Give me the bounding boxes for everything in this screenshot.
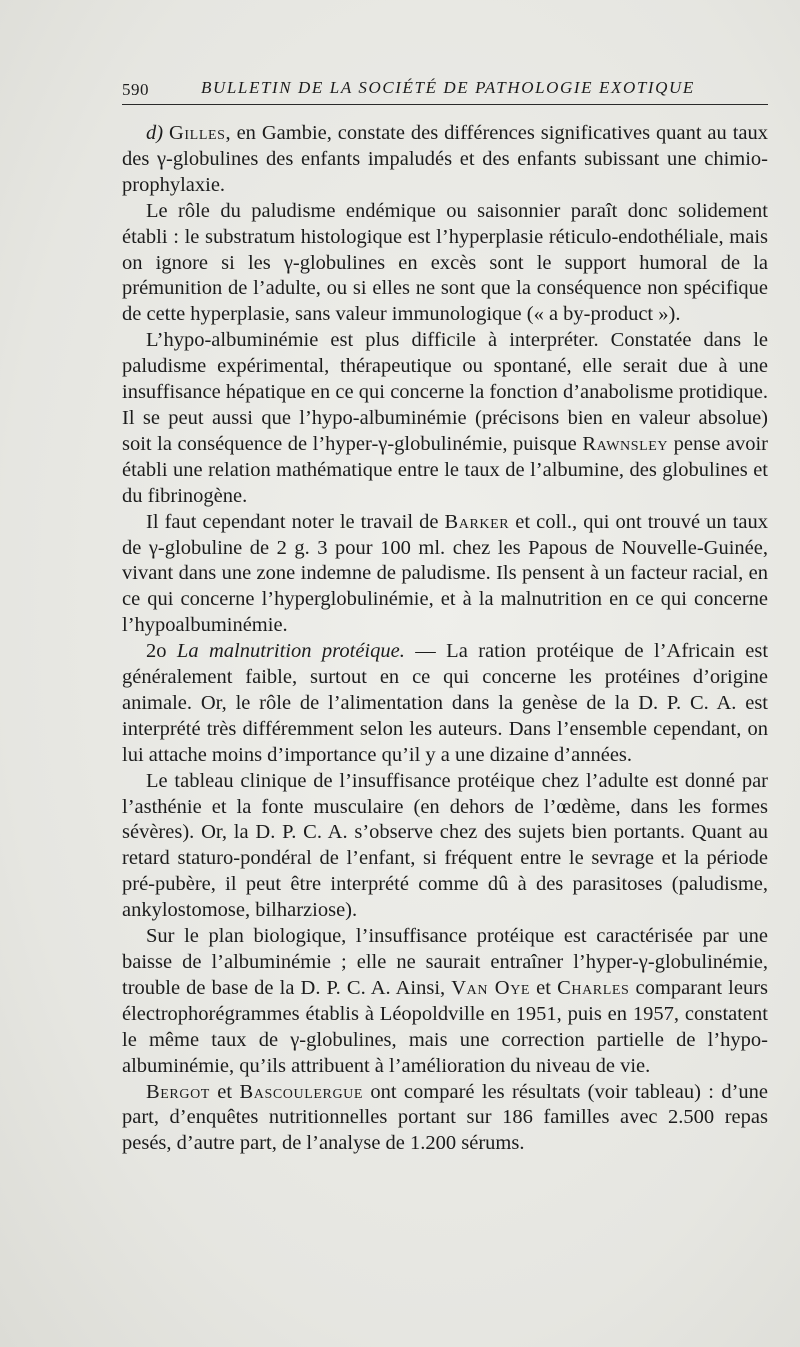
paragraph-text: pense avoir établi une relation mathématique entre le taux de l’albumine, des globulines et du fibrinogène. bbox=[122, 432, 769, 507]
paragraph-text: Sur le plan biologique, l’insuffisance protéique est caractérisée par une baisse de l’albuminémie ; elle ne saurait entraîner l’hyper-γ-globulinémie, trouble de base de la D. P. C. A. Ainsi, bbox=[122, 925, 768, 999]
author-name: Barker bbox=[444, 510, 510, 533]
paragraph-gilles bbox=[122, 121, 768, 199]
paragraph-text: et coll., qui ont trouvé un taux de γ-globuline de 2 g. 3 pour 100 ml. chez les Papous de Nouvelle-Guinée, vivant dans une zone indemne de paludisme. Ils pensent à un facteur racial, en ce qui concerne l’hyperglobulinémie, et à la malnutrition en ce qui concerne l’hypoalbuminémie. bbox=[122, 510, 768, 637]
paragraph-hypo-albuminemie bbox=[122, 328, 768, 509]
body-text bbox=[122, 121, 768, 1157]
paragraph-paludisme-role bbox=[122, 199, 768, 329]
author-name: Van Oye bbox=[451, 976, 531, 999]
conjunction: et bbox=[530, 976, 558, 999]
paragraph-text: ont comparé les résultats (voir tableau) : d’une part, d’enquêtes nutritionnelles portant sur 186 familles avec 2.500 repas pesés, d’autre part, de l’analyse de 1.200 sérums. bbox=[122, 1080, 769, 1155]
section-heading: La malnutrition protéique. bbox=[176, 640, 405, 663]
author-name: Bascoulergue bbox=[239, 1080, 364, 1103]
paragraph-tableau-clinique bbox=[122, 769, 768, 924]
paragraph-text: — La ration protéique de l’Africain est généralement faible, surtout en ce qui concerne les protéines d’origine animale. Or, le rôle de l’alimentation dans la genèse de la D. P. C. A. est interprété très différemment selon les auteurs. Dans l’ensemble cependant, on lui attache moins d’importance qu’il y a une dizaine d’années. bbox=[122, 640, 769, 766]
conjunction: et bbox=[209, 1080, 240, 1103]
paragraph-text: L’hypo-albuminémie est plus difficile à interpréter. Constatée dans le paludisme expérimental, thérapeutique ou spontané, elle serait due à une insuffisance hépatique en ce qui concerne la fonction d’anabolisme protidique. Il se peut aussi que l’hypo-albuminémie (précisons bien en valeur absolue) soit la conséquence de l’hyper-γ-globulinémie, puisque bbox=[122, 329, 768, 455]
section-number: 2o bbox=[146, 640, 167, 663]
running-title: BULLETIN DE LA SOCIÉTÉ DE PATHOLOGIE EXOTIQUE bbox=[201, 78, 695, 97]
paragraph-text: comparant leurs électrophorégrammes établis à Léopoldville en 1951, puis en 1957, constatent le même taux de γ-globulines, mais une correction partielle de l’hypo-albuminémie, qu’ils attribuent à l’amélioration du niveau de vie. bbox=[122, 976, 768, 1077]
author-name: Gilles bbox=[169, 122, 226, 144]
author-name: Charles bbox=[557, 976, 630, 999]
paragraph-bergot bbox=[122, 1080, 768, 1158]
paragraph-barker bbox=[122, 510, 768, 640]
paragraph-text: Le tableau clinique de l’insuffisance protéique chez l’adulte est donné par l’asthénie et la fonte musculaire (en dehors de l’œdème, dans les formes sévères). Or, la D. P. C. A. s’observe chez des sujets bien portants. Quant au retard staturo-pondéral de l’enfant, si fréquent entre le sevrage et la période pré-pubère, il peut être interprété comme dû à des parasitoses (paludisme, ankylostomose, bilharziose). bbox=[122, 769, 768, 922]
list-label: d) bbox=[146, 122, 164, 144]
author-name: Rawnsley bbox=[582, 432, 669, 455]
running-head bbox=[122, 76, 768, 102]
page-number: 590 bbox=[122, 80, 149, 99]
author-name: Bergot bbox=[146, 1080, 210, 1103]
paragraph-text: , en Gambie, constate des différences significatives quant au taux des γ-globulines des enfants impaludés et des enfants subissant une chimio-prophylaxie. bbox=[122, 122, 768, 196]
paragraph-malnutrition bbox=[122, 639, 768, 769]
paragraph-text: Le rôle du paludisme endémique ou saisonnier paraît donc solidement établi : le substratum histologique est l’hyperplasie réticulo-endothéliale, mais on ignore si les γ-globulines en excès sont le support humoral de la prémunition de l’adulte, ou si elles ne sont que la conséquence non spécifique de cette hyperplasie, sans valeur immunologique (« a by-product »). bbox=[122, 199, 768, 326]
paragraph-text: Il faut cependant noter le travail de bbox=[146, 510, 445, 533]
paragraph-plan-biologique bbox=[122, 924, 768, 1079]
header-rule bbox=[122, 104, 768, 105]
